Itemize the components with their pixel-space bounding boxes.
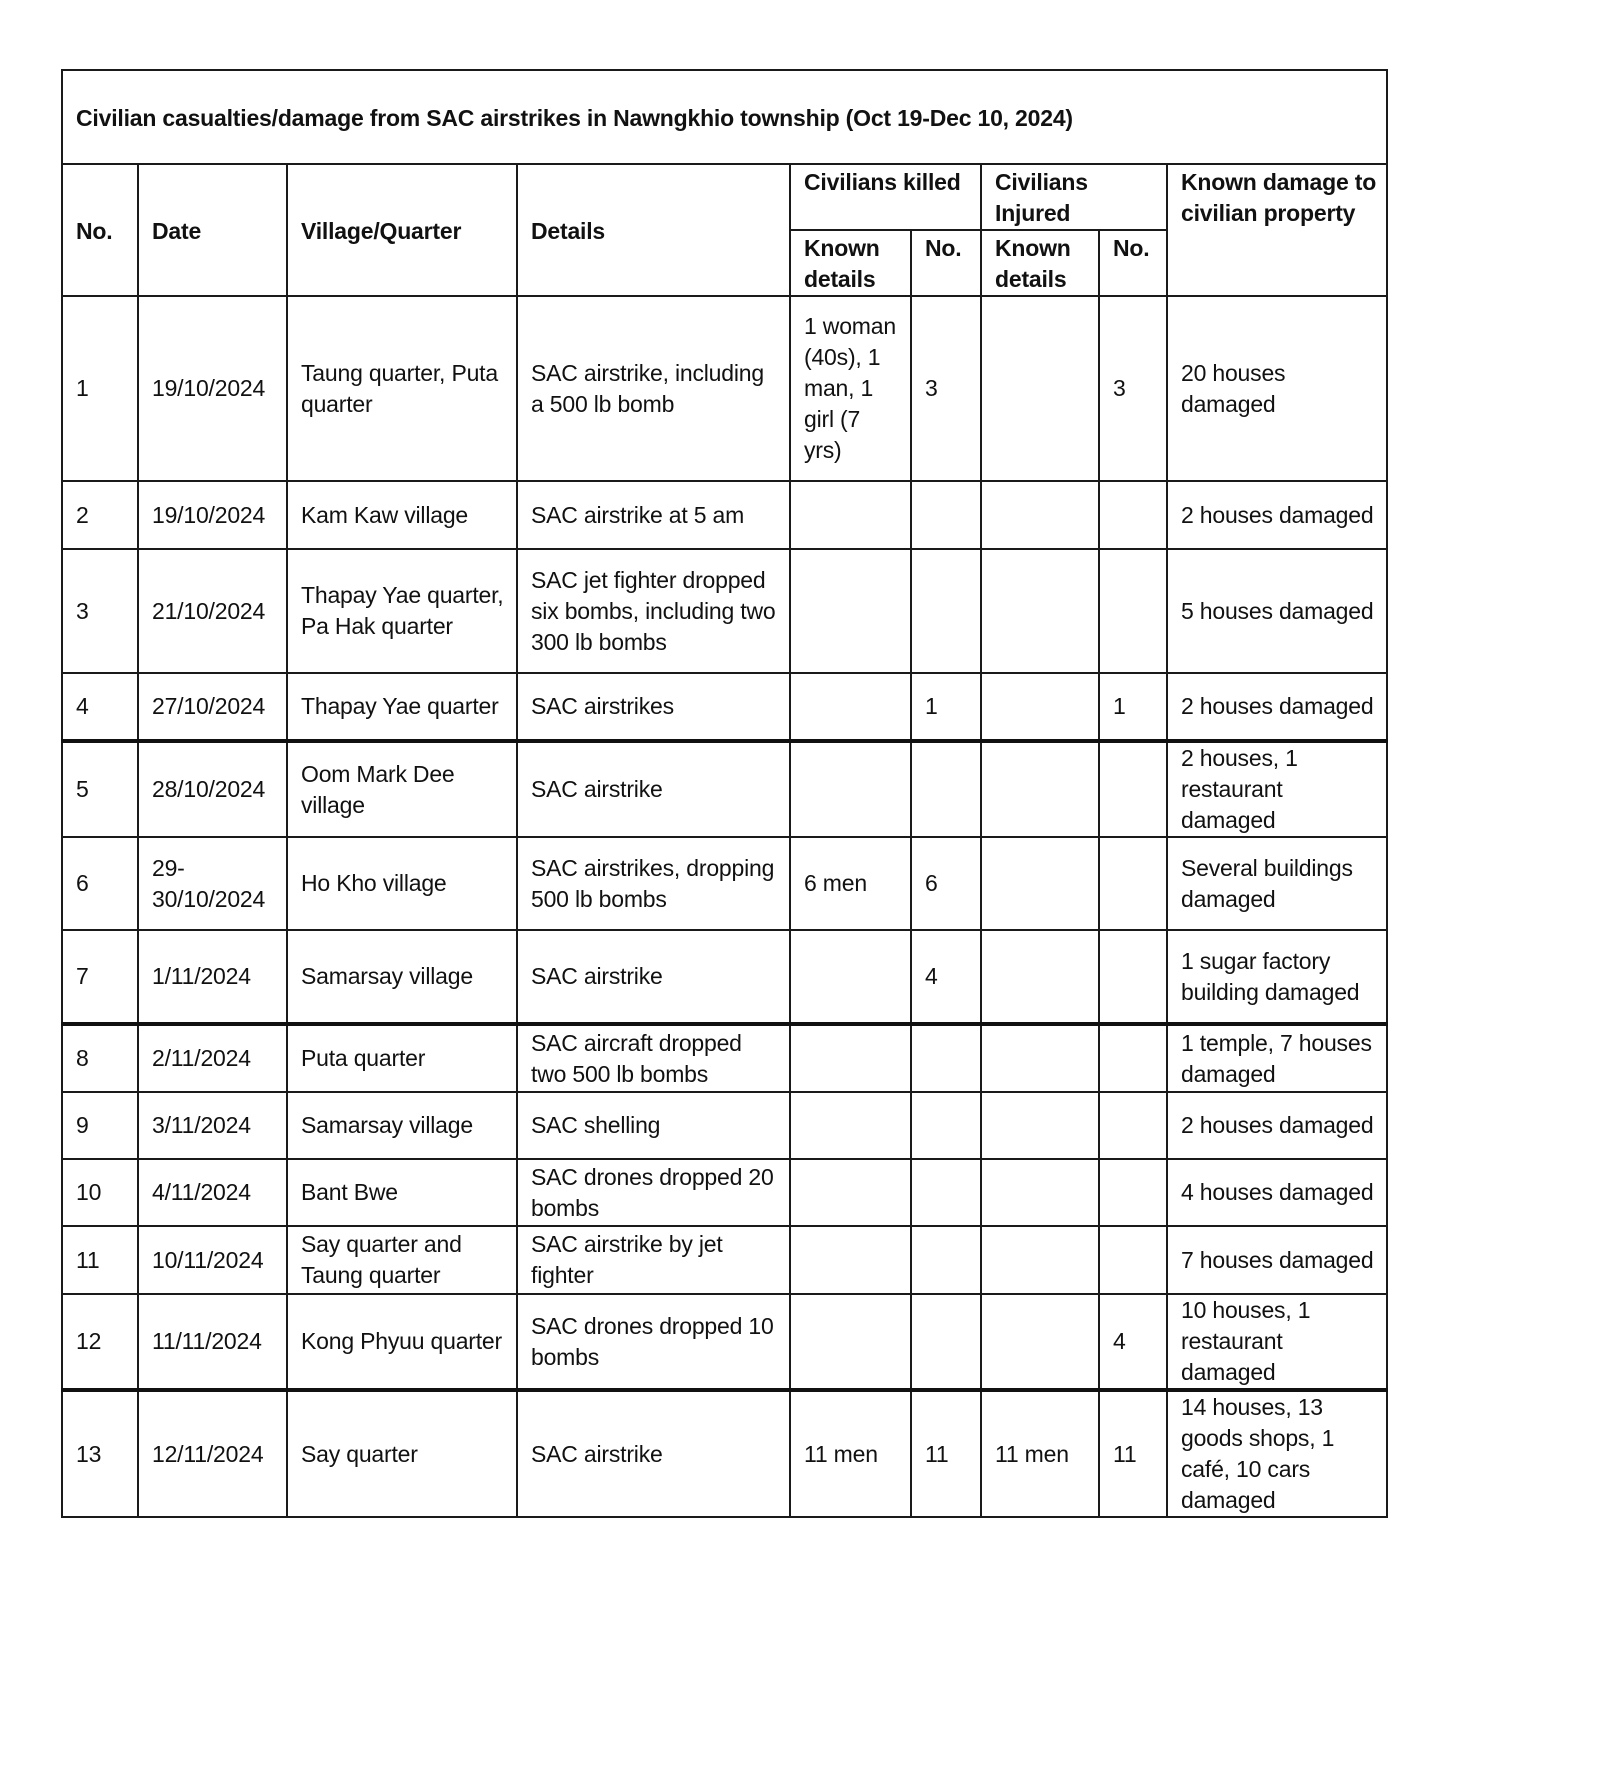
cell-date: 19/10/2024 — [138, 296, 287, 481]
cell-damage: 2 houses damaged — [1167, 481, 1387, 549]
cell-injured-no — [1099, 1092, 1167, 1159]
cell-details: SAC aircraft dropped two 500 lb bombs — [517, 1024, 790, 1092]
cell-damage: 2 houses damaged — [1167, 1092, 1387, 1159]
cell-date: 29-30/10/2024 — [138, 837, 287, 930]
cell-details: SAC airstrike by jet fighter — [517, 1226, 790, 1294]
cell-killed-details — [790, 741, 911, 837]
cell-damage: 10 houses, 1 restaurant damaged — [1167, 1294, 1387, 1390]
cell-no: 10 — [62, 1159, 138, 1226]
header-civilians-injured: Civilians Injured — [981, 164, 1167, 230]
cell-details: SAC airstrike — [517, 1390, 790, 1517]
cell-details: SAC jet fighter dropped six bombs, including two 300 lb bombs — [517, 549, 790, 673]
cell-date: 11/11/2024 — [138, 1294, 287, 1390]
cell-village: Samarsay village — [287, 1092, 517, 1159]
cell-killed-details — [790, 1024, 911, 1092]
header-details: Details — [517, 164, 790, 296]
cell-injured-details — [981, 1294, 1099, 1390]
header-date: Date — [138, 164, 287, 296]
cell-injured-no — [1099, 837, 1167, 930]
cell-damage: 4 houses damaged — [1167, 1159, 1387, 1226]
cell-injured-details — [981, 481, 1099, 549]
cell-details: SAC drones dropped 10 bombs — [517, 1294, 790, 1390]
table-row — [62, 481, 1387, 549]
cell-killed-details — [790, 673, 911, 741]
cell-injured-details — [981, 1092, 1099, 1159]
cell-injured-details — [981, 741, 1099, 837]
cell-details: SAC drones dropped 20 bombs — [517, 1159, 790, 1226]
cell-details: SAC airstrikes — [517, 673, 790, 741]
cell-no: 8 — [62, 1024, 138, 1092]
cell-details: SAC airstrikes, dropping 500 lb bombs — [517, 837, 790, 930]
cell-injured-no — [1099, 481, 1167, 549]
cell-killed-details — [790, 1159, 911, 1226]
cell-details: SAC airstrike — [517, 930, 790, 1024]
cell-village: Puta quarter — [287, 1024, 517, 1092]
cell-injured-details — [981, 673, 1099, 741]
cell-damage: Several buildings damaged — [1167, 837, 1387, 930]
cell-injured-details: 11 men — [981, 1390, 1099, 1517]
cell-village: Say quarter — [287, 1390, 517, 1517]
cell-killed-no — [911, 1024, 981, 1092]
header-killed-no: No. — [911, 230, 981, 296]
cell-injured-no — [1099, 1159, 1167, 1226]
cell-killed-no — [911, 1226, 981, 1294]
table-row — [62, 1159, 1387, 1226]
header-injured-known-details: Known details — [981, 230, 1099, 296]
cell-damage: 2 houses damaged — [1167, 673, 1387, 741]
cell-village: Bant Bwe — [287, 1159, 517, 1226]
cell-injured-no — [1099, 741, 1167, 837]
cell-date: 27/10/2024 — [138, 673, 287, 741]
table-row — [62, 1390, 1387, 1517]
cell-date: 28/10/2024 — [138, 741, 287, 837]
cell-killed-no — [911, 481, 981, 549]
cell-date: 2/11/2024 — [138, 1024, 287, 1092]
table-title: Civilian casualties/damage from SAC airstrikes in Nawngkhio township (Oct 19-Dec 10, 2024) — [62, 70, 1387, 164]
cell-date: 4/11/2024 — [138, 1159, 287, 1226]
cell-killed-no — [911, 1092, 981, 1159]
header-killed-known-details: Known details — [790, 230, 911, 296]
cell-killed-details — [790, 549, 911, 673]
cell-no: 13 — [62, 1390, 138, 1517]
cell-killed-no: 6 — [911, 837, 981, 930]
cell-damage: 14 houses, 13 goods shops, 1 café, 10 cars damaged — [1167, 1390, 1387, 1517]
table-row — [62, 741, 1387, 837]
cell-damage: 1 temple, 7 houses damaged — [1167, 1024, 1387, 1092]
cell-killed-no — [911, 1159, 981, 1226]
cell-no: 11 — [62, 1226, 138, 1294]
cell-damage: 20 houses damaged — [1167, 296, 1387, 481]
table-row — [62, 1294, 1387, 1390]
cell-village: Oom Mark Dee village — [287, 741, 517, 837]
casualties-table — [61, 69, 1388, 1518]
cell-injured-details — [981, 549, 1099, 673]
cell-killed-details: 1 woman (40s), 1 man, 1 girl (7 yrs) — [790, 296, 911, 481]
table-row — [62, 673, 1387, 741]
cell-killed-details — [790, 930, 911, 1024]
cell-no: 1 — [62, 296, 138, 481]
cell-injured-no: 3 — [1099, 296, 1167, 481]
cell-village: Thapay Yae quarter, Pa Hak quarter — [287, 549, 517, 673]
cell-killed-no: 3 — [911, 296, 981, 481]
cell-injured-no — [1099, 930, 1167, 1024]
table-row — [62, 1024, 1387, 1092]
cell-killed-no: 4 — [911, 930, 981, 1024]
cell-killed-no — [911, 1294, 981, 1390]
cell-no: 7 — [62, 930, 138, 1024]
cell-date: 3/11/2024 — [138, 1092, 287, 1159]
header-property-damage: Known damage to civilian property — [1167, 164, 1387, 296]
cell-injured-details — [981, 296, 1099, 481]
cell-village: Kam Kaw village — [287, 481, 517, 549]
cell-injured-details — [981, 930, 1099, 1024]
cell-killed-details: 11 men — [790, 1390, 911, 1517]
cell-damage: 2 houses, 1 restaurant damaged — [1167, 741, 1387, 837]
cell-killed-details — [790, 1294, 911, 1390]
cell-no: 3 — [62, 549, 138, 673]
header-injured-no: No. — [1099, 230, 1167, 296]
header-civilians-killed: Civilians killed — [790, 164, 981, 230]
cell-village: Taung quarter, Puta quarter — [287, 296, 517, 481]
cell-village: Say quarter and Taung quarter — [287, 1226, 517, 1294]
cell-damage: 1 sugar factory building damaged — [1167, 930, 1387, 1024]
cell-killed-details: 6 men — [790, 837, 911, 930]
cell-injured-details — [981, 1024, 1099, 1092]
document-page — [61, 69, 1386, 1518]
cell-killed-no: 11 — [911, 1390, 981, 1517]
table-body — [62, 296, 1387, 1517]
cell-injured-no — [1099, 1024, 1167, 1092]
header-village: Village/Quarter — [287, 164, 517, 296]
cell-no: 2 — [62, 481, 138, 549]
header-no: No. — [62, 164, 138, 296]
cell-killed-details — [790, 1092, 911, 1159]
cell-damage: 7 houses damaged — [1167, 1226, 1387, 1294]
cell-village: Thapay Yae quarter — [287, 673, 517, 741]
table-row — [62, 1226, 1387, 1294]
cell-injured-details — [981, 837, 1099, 930]
cell-killed-no — [911, 549, 981, 673]
cell-injured-no — [1099, 1226, 1167, 1294]
table-row — [62, 1092, 1387, 1159]
table-row — [62, 837, 1387, 930]
cell-village: Samarsay village — [287, 930, 517, 1024]
cell-no: 12 — [62, 1294, 138, 1390]
cell-injured-no — [1099, 549, 1167, 673]
cell-no: 6 — [62, 837, 138, 930]
cell-details: SAC airstrike at 5 am — [517, 481, 790, 549]
cell-date: 21/10/2024 — [138, 549, 287, 673]
cell-date: 19/10/2024 — [138, 481, 287, 549]
cell-injured-details — [981, 1159, 1099, 1226]
cell-killed-details — [790, 481, 911, 549]
cell-injured-no: 1 — [1099, 673, 1167, 741]
cell-details: SAC airstrike — [517, 741, 790, 837]
cell-details: SAC shelling — [517, 1092, 790, 1159]
cell-killed-details — [790, 1226, 911, 1294]
table-row — [62, 549, 1387, 673]
cell-details: SAC airstrike, including a 500 lb bomb — [517, 296, 790, 481]
cell-village: Ho Kho village — [287, 837, 517, 930]
cell-injured-details — [981, 1226, 1099, 1294]
cell-injured-no: 4 — [1099, 1294, 1167, 1390]
cell-no: 4 — [62, 673, 138, 741]
cell-date: 12/11/2024 — [138, 1390, 287, 1517]
cell-no: 9 — [62, 1092, 138, 1159]
cell-date: 10/11/2024 — [138, 1226, 287, 1294]
cell-injured-no: 11 — [1099, 1390, 1167, 1517]
cell-no: 5 — [62, 741, 138, 837]
table-row — [62, 930, 1387, 1024]
cell-damage: 5 houses damaged — [1167, 549, 1387, 673]
cell-date: 1/11/2024 — [138, 930, 287, 1024]
cell-killed-no — [911, 741, 981, 837]
table-row — [62, 296, 1387, 481]
cell-village: Kong Phyuu quarter — [287, 1294, 517, 1390]
cell-killed-no: 1 — [911, 673, 981, 741]
